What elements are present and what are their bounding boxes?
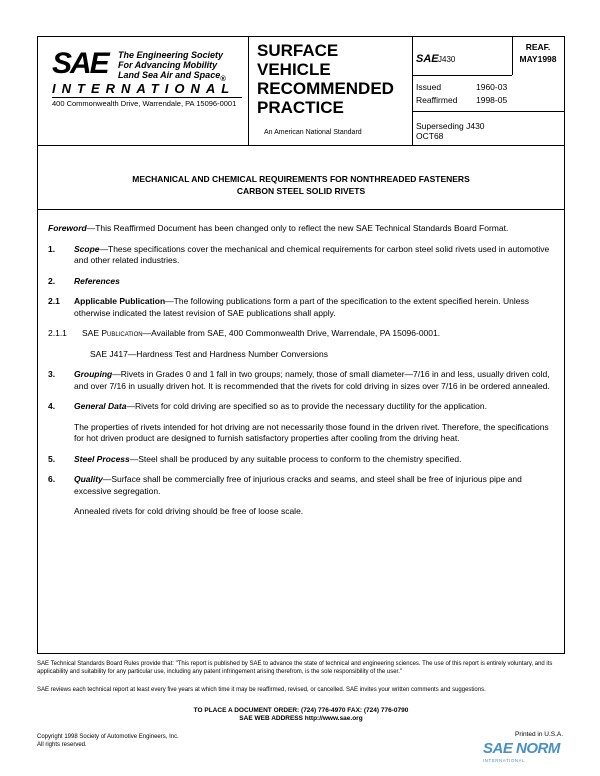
sae-mark: SAE	[416, 53, 439, 65]
reference-j417: SAE J417—Hardness Test and Hardness Number Conversions	[90, 348, 328, 359]
section-2: 2. References	[48, 275, 120, 286]
issued-label: Issued	[416, 82, 442, 92]
document-frame	[37, 36, 565, 654]
sae-norm-logo: SAE NORM	[483, 740, 560, 757]
section-1: 1. Scope—These specifications cover the mechanical and chemical requirements for carbon steel solid rivets used in automotive and other related industries.	[48, 243, 550, 265]
doc-number: J430	[438, 55, 456, 64]
international-label: INTERNATIONAL	[52, 81, 236, 96]
sae-address: 400 Commonwealth Drive, Warrendale, PA 15096-0001	[52, 99, 237, 108]
section-2-1-1: 2.1.1 SAE Publication—Available from SAE, 400 Commonwealth Drive, Warrendale, PA 15096-0001.	[48, 328, 441, 338]
issued-date: 1960-03	[476, 82, 508, 92]
order-info: TO PLACE A DOCUMENT ORDER: (724) 776-4970 FAX: (724) 776-0790 SAE WEB ADDRESS http://www.sae.org	[193, 707, 409, 722]
document-type: SURFACE VEHICLE RECOMMENDED PRACTICE	[257, 41, 394, 117]
section-2-1: 2.1 Applicable Publication—The following publications form a part of the specification to the extent specified herein. Unless otherwise indicated the latest revision of SAE publications shall apply.	[48, 296, 529, 318]
foreword: Foreword—This Reaffirmed Document has been changed only to reflect the new SAE Technical Standards Board Format.	[48, 223, 509, 233]
ans-label: An American National Standard	[264, 129, 362, 136]
section-6: 6. Quality—Surface shall be commercially free of injurious cracks and seams, and steel shall be free of injurious pipe and excessive segregation.	[48, 474, 522, 496]
superseding: Superseding J430 OCT68	[416, 121, 485, 141]
section-4-paragraph: The properties of rivets intended for hot driving are not necessarily those found in the driven rivet. Therefore, the specifications for hot driven product are designed to furnish satisfactory properties after cooling from the driving heat.	[74, 421, 549, 443]
society-tagline: The Engineering Society For Advancing Mobility Land Sea Air and Space$_®$	[118, 50, 226, 83]
document-body	[48, 223, 553, 527]
document-header	[38, 37, 564, 146]
section-3: 3. Grouping—Rivets in Grades 0 and 1 fall in two groups; namely, those of small diameter—7/16 in and less, usually driven cold, and over 7/16 in usually driven hot. It is recommended that the rivets for cold driving in sizes over 7/16 in be ordered annealed.	[48, 369, 550, 391]
divider	[248, 37, 249, 145]
tsb-rules: SAE Technical Standards Board Rules provide that: "This report is published by SAE to advance the state of technical and engineering sciences. The use of this report is entirely voluntary, and its applicability and suitability for any particular use, including any patent infringement arising therefrom, is the sole responsibility of the user."	[37, 661, 553, 675]
sae-norm-subtitle: INTERNATIONAL	[483, 758, 526, 763]
divider	[52, 97, 242, 98]
document-number-box	[412, 37, 512, 145]
printed-in: Printed in U.S.A.	[515, 731, 564, 738]
section-5: 5. Steel Process—Steel shall be produced by any suitable process to conform to the chemistry specified.	[48, 453, 462, 464]
reaffirmed-date: 1998-05	[476, 95, 508, 105]
sae-logo: SAE	[52, 47, 108, 80]
copyright: Copyright 1998 Society of Automotive Engineers, Inc. All rights reserved.	[37, 734, 179, 748]
review-notice: SAE reviews each technical report at least every five years at which time it may be reaffirmed, revised, or cancelled. SAE invites your written comments and suggestions.	[37, 687, 486, 693]
reaffirmation-stamp: REAF. MAY1998	[519, 42, 557, 64]
document-title: MECHANICAL AND CHEMICAL REQUIREMENTS FOR NONTHREADED FASTENERS CARBON STEEL SOLID RIVETS	[38, 145, 564, 210]
reaffirmed-label: Reaffirmed	[416, 95, 458, 105]
section-4: 4. General Data—Rivets for cold driving are specified so as to provide the necessary ductility for the application.	[48, 401, 487, 411]
section-6-paragraph: Annealed rivets for cold driving should be free of loose scale.	[74, 506, 304, 516]
